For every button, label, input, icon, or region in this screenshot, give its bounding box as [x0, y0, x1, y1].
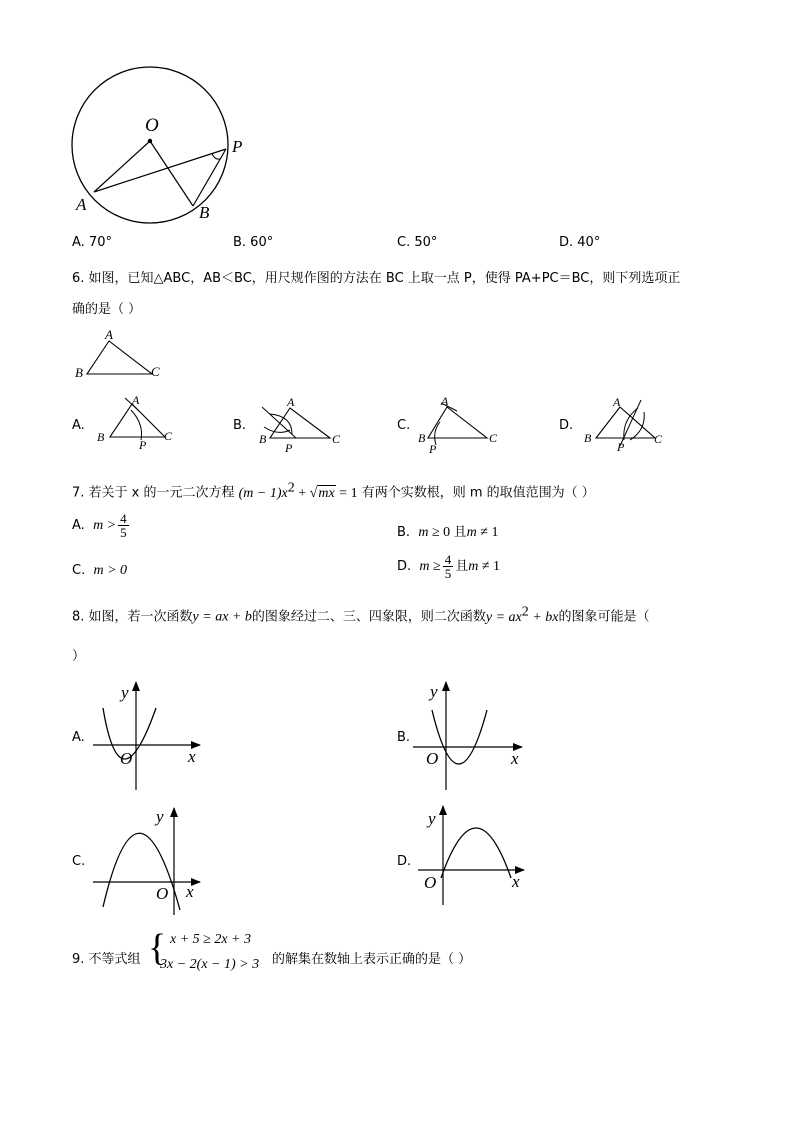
q8-option-c[interactable]: C. — [72, 854, 86, 869]
q6-ref-label-A: A — [105, 327, 113, 342]
q8-linear-function: y = ax + b — [192, 609, 252, 625]
q6-a-label-A: A — [132, 393, 140, 407]
q6-d-label-C: C — [654, 432, 663, 446]
q7-option-c[interactable]: C. m > 0 — [72, 563, 128, 578]
q9-stem-prefix: 9. 不等式组 — [72, 952, 141, 967]
q8-b-label-x: x — [511, 749, 519, 768]
q6-d-label-P: P — [617, 440, 625, 454]
q7-option-d[interactable]: D. m ≥ $\frac{4}{5}$ 且m ≠ 1 — [397, 552, 501, 581]
q8-stem: 8. 如图，若一次函数y = ax + b的图象经过二、三、四象限，则二次函数$y = ax^2$ + bx的图象可能是（ — [72, 604, 650, 625]
q6-a-label-P: P — [139, 438, 147, 452]
q5-label-O: O — [145, 115, 159, 136]
q8-a-label-O: O — [120, 749, 133, 768]
q8-c-label-x: x — [186, 882, 194, 901]
q6-c-label-B: B — [418, 431, 426, 445]
q6-a-label-C: C — [164, 429, 173, 443]
q5-option-c[interactable]: C. 50° — [397, 235, 438, 250]
q6-b-label-C: C — [332, 432, 341, 446]
q9-inequality-1: x + 5 ≥ 2x + 3 — [170, 932, 252, 947]
q5-label-B: B — [199, 203, 210, 222]
q9-stem-suffix: 的解集在数轴上表示正确的是（ ） — [272, 952, 472, 967]
q6-stem-line1: 6. 如图，已知△ABC，AB＜BC，用尺规作图的方法在 BC 上取一点 P，使得 PA+PC＝BC，则下列选项正 — [72, 271, 681, 286]
q8-quadratic-function: $y = ax^2$ + bx — [485, 604, 559, 625]
q5-label-A: A — [76, 195, 87, 214]
q8-option-a[interactable]: A. — [72, 730, 85, 745]
q7-equation: $(m - 1)x^2 + √mx = 1$ — [238, 480, 358, 501]
q6-b-label-A: A — [287, 395, 295, 409]
q6-d-label-A: A — [613, 395, 621, 409]
q6-b-label-P: P — [285, 441, 293, 455]
q6-c-label-A: A — [441, 394, 449, 408]
q8-graph-a — [93, 682, 200, 790]
q8-c-label-y: y — [156, 807, 164, 826]
q6-c-label-C: C — [489, 431, 498, 445]
q5-option-d[interactable]: D. 40° — [559, 235, 601, 250]
q6-c-label-P: P — [429, 442, 437, 456]
q5-option-a[interactable]: A. 70° — [72, 235, 112, 250]
q6-option-d[interactable]: D. — [559, 418, 574, 433]
q8-option-d[interactable]: D. — [397, 854, 412, 869]
q8-graph-d — [418, 806, 524, 905]
q6-ref-label-B: B — [75, 365, 83, 380]
q7-stem-suffix: 有两个实数根，则 m 的取值范围为（ ） — [361, 485, 595, 501]
q5-option-b[interactable]: B. 60° — [233, 235, 274, 250]
q8-d-label-y: y — [428, 809, 436, 828]
q6-a-label-B: B — [97, 430, 105, 444]
q8-option-b[interactable]: B. — [397, 730, 411, 745]
q7-stem-prefix: 7. 若关于 x 的一元二次方程 — [72, 485, 235, 501]
q6-option-c[interactable]: C. — [397, 418, 411, 433]
q6-option-a[interactable]: A. — [72, 418, 85, 433]
q9-system-brace: { — [148, 927, 167, 969]
q8-a-label-x: x — [188, 747, 196, 766]
q8-b-label-O: O — [426, 749, 439, 768]
q8-stem-line2: ） — [72, 649, 86, 664]
q6-option-b[interactable]: B. — [233, 418, 247, 433]
q8-d-label-x: x — [512, 872, 520, 891]
q7-option-a[interactable]: A. m > $\frac{4}{5}$ — [72, 511, 127, 540]
q5-label-P: P — [232, 137, 243, 156]
q8-b-label-y: y — [430, 682, 438, 701]
q6-ref-label-C: C — [151, 364, 160, 379]
q8-a-label-y: y — [121, 683, 129, 702]
q8-graph-b — [413, 682, 522, 790]
q6-d-label-B: B — [584, 431, 592, 445]
q7-option-b[interactable]: B. m ≥ 0 且m ≠ 1 — [397, 525, 499, 540]
q8-graph-c — [93, 807, 200, 915]
q8-c-label-O: O — [156, 884, 169, 903]
q6-stem-line2: 确的是（ ） — [72, 302, 142, 317]
q6-b-label-B: B — [259, 432, 267, 446]
q9-inequality-2: 3x − 2(x − 1) > 3 — [160, 957, 260, 972]
q8-d-label-O: O — [424, 873, 437, 892]
